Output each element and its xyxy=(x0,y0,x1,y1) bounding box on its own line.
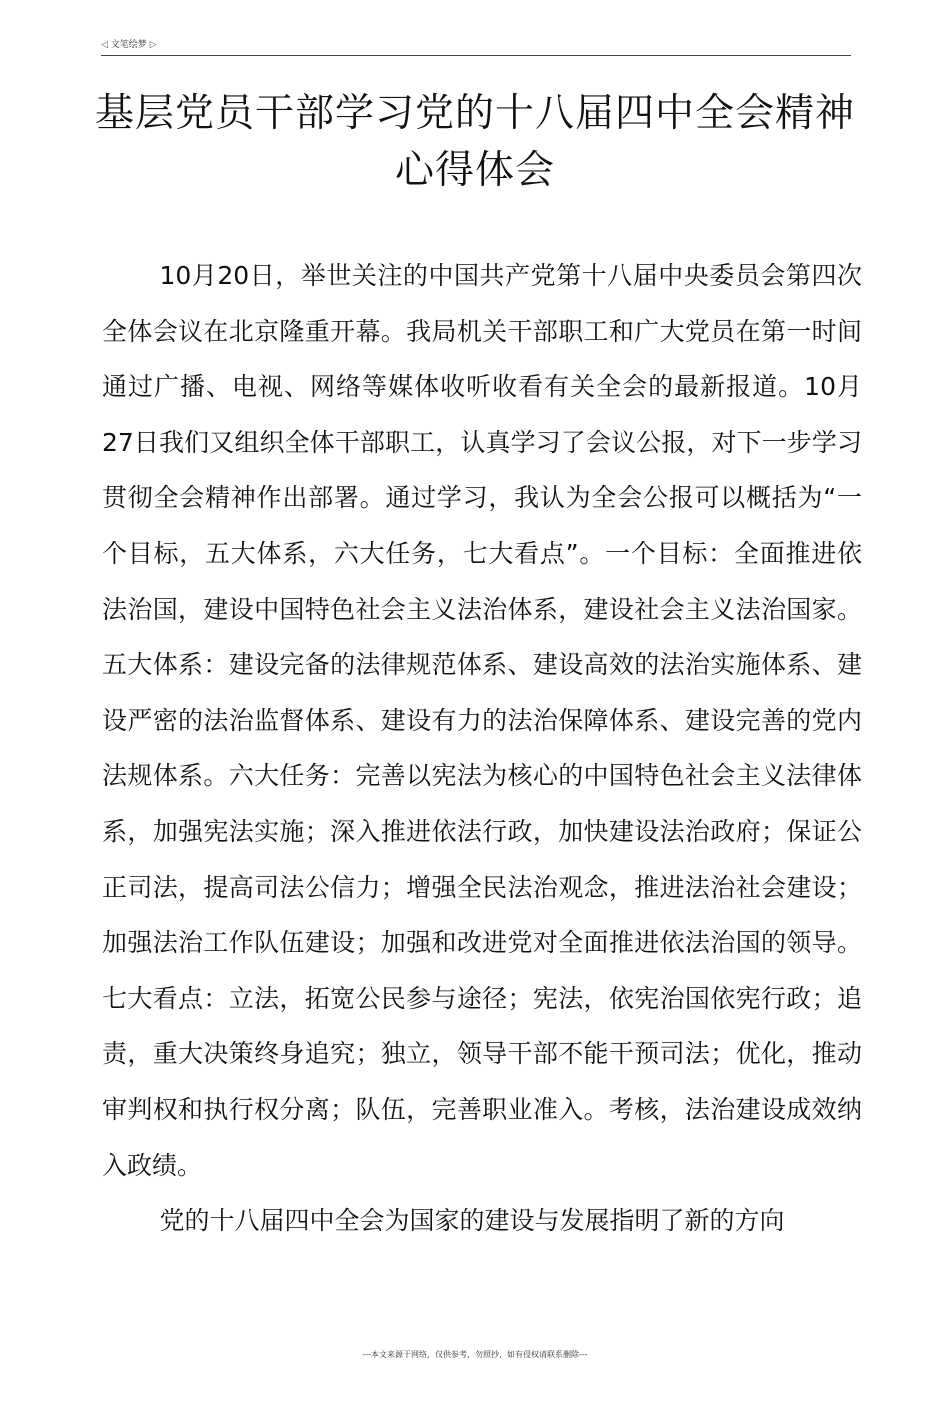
paragraph-1: 10月20日，举世关注的中国共产党第十八届中央委员会第四次全体会议在北京隆重开幕。我局机关干部职工和广大党员在第一时间通过广播、电视、网络等媒体收听收看有关全会的最新报道。10月27日我们又组织全体干部职工，认真学习了会议公报，对下一步学习贯彻全会精神作出部署。通过学习，我认为全会公报可以概括为“一个目标，五大体系，六大任务，七大看点”。一个目标：全面推进依法治国，建设中国特色社会主义法治体系，建设社会主义法治国家。五大体系：建设完备的法律规范体系、建设高效的法治实施体系、建设严密的法治监督体系、建设有力的法治保障体系、建设完善的党内法规体系。六大任务：完善以宪法为核心的中国特色社会主义法律体系，加强宪法实施；深入推进依法行政，加快建设法治政府；保证公正司法，提高司法公信力；增强全民法治观念，推进法治社会建设；加强法治工作队伍建设；加强和改进党对全面推进依法治国的领导。七大看点：立法，拓宽公民参与途径；宪法，依宪治国依宪行政；追责，重大决策终身追究；独立，领导干部不能干预司法；优化，推动审判权和执行权分离；队伍，完善职业准入。考核，法治建设成效纳入政绩。 xyxy=(102,261,862,1180)
page-header xyxy=(101,38,851,56)
paragraph-2: 党的十八届四中全会为国家的建设与发展指明了新的方向 xyxy=(159,1206,785,1236)
page-footer: ---本文来源于网络，仅供参考，勿照抄，如有侵权请联系删除--- xyxy=(362,1350,588,1359)
document-title: 基层党员干部学习党的十八届四中全会精神心得体会 xyxy=(94,91,855,193)
left-triangle-icon: ◁ xyxy=(101,40,108,50)
right-triangle-icon: ▷ xyxy=(149,40,157,50)
document-body xyxy=(102,248,862,1249)
header-label: 文笔绘梦 xyxy=(110,40,147,50)
